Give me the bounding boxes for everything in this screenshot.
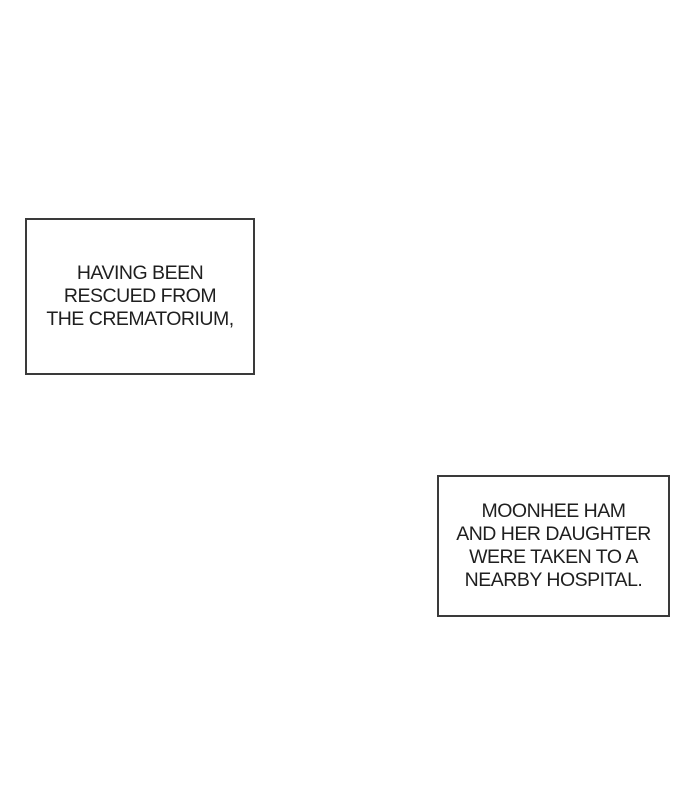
narration-box-hospital	[437, 475, 670, 617]
narration-line: AND HER DAUGHTER	[456, 523, 651, 545]
narration-line: WERE TAKEN TO A	[469, 546, 638, 568]
narration-line: MOONHEE HAM	[481, 500, 626, 522]
narration-line: THE CREMATORIUM,	[46, 308, 234, 330]
narration-line: HAVING BEEN	[76, 262, 204, 284]
narration-box-crematorium	[25, 218, 255, 375]
narration-line: RESCUED FROM	[63, 285, 217, 307]
narration-line: NEARBY HOSPITAL.	[464, 569, 643, 591]
